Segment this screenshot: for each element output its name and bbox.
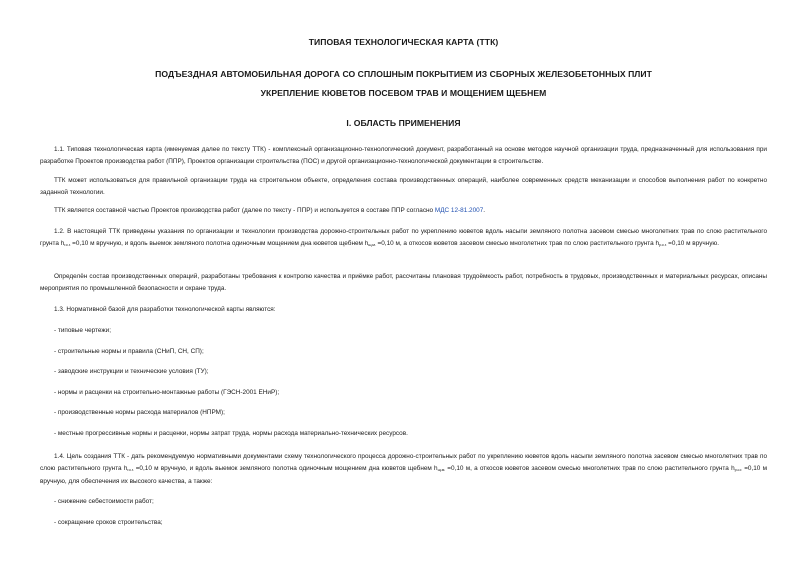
paragraph-1-4-text-b: =0,10 м вручную, и вдоль выемок земляного полотна одиночным мощением дна кюветов щебнем [133,465,435,473]
paragraph-1-2-text-d: =0,10 м вручную. [666,240,719,248]
list-item: - производственные нормы расхода материалов (НПРМ); [54,409,225,416]
list-item: - нормы и расценки на строительно-монтажные работы (ГЭСН-2001 ЕНиР); [54,389,280,396]
paragraph-1-2-text-b: =0,10 м вручную, и вдоль выемок земляного полотна одиночным мощением дна кюветов щебнем [70,240,365,248]
paragraph-part-text: ТТК является составной частью Проектов производства работ (далее по тексту - ППР) и используется в составе ППР согласно [54,207,435,214]
list-item: - сокращение сроков строительства; [54,519,163,526]
paragraph-operations: Определён состав производственных операций, разработаны требования к контролю качества и приёмке работ, рассчитаны плановая трудоёмкость работ, потребность в трудовых, производственных и материальных ресурсах, описаны мероприятия по промышленной безопасности и охране труда. [40,273,767,293]
soil-thickness-symbol: hг.с.г. [60,240,71,248]
list-item: - типовые чертежи; [54,327,111,334]
paragraph-usage: ТТК может использоваться для правильной организации труда на строительном объекте, определения состава производственных операций, наиболее современных средств механизации и способов выполнения работ по конкретно заданной технологии. [40,177,767,197]
paragraph-part-suffix: . [483,207,486,214]
stone-thickness-symbol: hщ.м. [364,240,376,248]
paragraph-1-4 [40,451,767,488]
paragraph-1-3: 1.3. Нормативной базой для разработки технологической карты являются: [54,306,276,313]
list-item: - снижение себестоимости работ; [54,498,154,505]
paragraph-1-2-text-c: =0,10 м, а откосов кюветов засевом смесью многолетних трав по слою растительного грунта [375,240,656,248]
section-heading: I. ОБЛАСТЬ ПРИМЕНЕНИЯ [346,118,461,128]
slope-soil-thickness-symbol-2: hр.с.г. [731,465,742,473]
paragraph-1-2 [40,226,767,251]
document-title: ТИПОВАЯ ТЕХНОЛОГИЧЕСКАЯ КАРТА (ТТК) [308,37,499,47]
document-subtitle: ПОДЪЕЗДНАЯ АВТОМОБИЛЬНАЯ ДОРОГА СО СПЛОШНЫМ ПОКРЫТИЕМ ИЗ СБОРНЫХ ЖЕЛЕЗОБЕТОННЫХ ПЛИТ [155,69,652,79]
list-item: - строительные нормы и правила (СНиП, СН, СП); [54,348,204,355]
paragraph-1-1: 1.1. Типовая технологическая карта (именуемая далее по тексту ТТК) - комплексный организационно-технологический документ, разработанный на основе методов научной организации труда, предназначенный для использования при разработке Проектов производства работ (ППР), Проектов организации строительства (ПОС) и другой организационно-технологической документации в строительстве. [40,146,767,166]
soil-thickness-symbol-2: hг.с.г. [123,465,134,473]
stone-thickness-symbol-2: hщ.м. [434,465,446,473]
paragraph-1-2-text-a: 1.2. В настоящей ТТК приведены указания по организации и технологии производства дорожно-строительных работ по укреплению кюветов вдоль насыпи земляного полотна засевом смесью многолетних трав по слою растительного грунта [40,228,767,248]
mds-link[interactable]: МДС 12-81.2007 [434,207,484,214]
document-subtitle-2: УКРЕПЛЕНИЕ КЮВЕТОВ ПОСЕВОМ ТРАВ И МОЩЕНИЕМ ЩЕБНЕМ [260,88,547,98]
list-item: - местные прогрессивные нормы и расценки, нормы затрат труда, нормы расхода материально-технических ресурсов. [54,430,408,437]
list-item: - заводские инструкции и технические условия (ТУ); [54,368,209,375]
paragraph-1-4-text-d: =0,10 м вручную, для обеспечения их высокого качества, а также: [40,465,767,485]
paragraph-part-of-ppr [40,205,767,217]
paragraph-1-4-text-c: =0,10 м, а откосов кюветов засевом смесью многолетних трав по слою растительного грунта [445,465,732,473]
paragraph-1-4-text-a: 1.4. Цель создания ТТК - дать рекомендуемую нормативными документами схему технологического процесса дорожно-строительных работ по укреплению кюветов вдоль насыпи земляного полотна засевом смесью многолетних трав по слою растительного грунта [40,453,767,473]
slope-soil-thickness-symbol: hр.с.г. [655,240,667,248]
